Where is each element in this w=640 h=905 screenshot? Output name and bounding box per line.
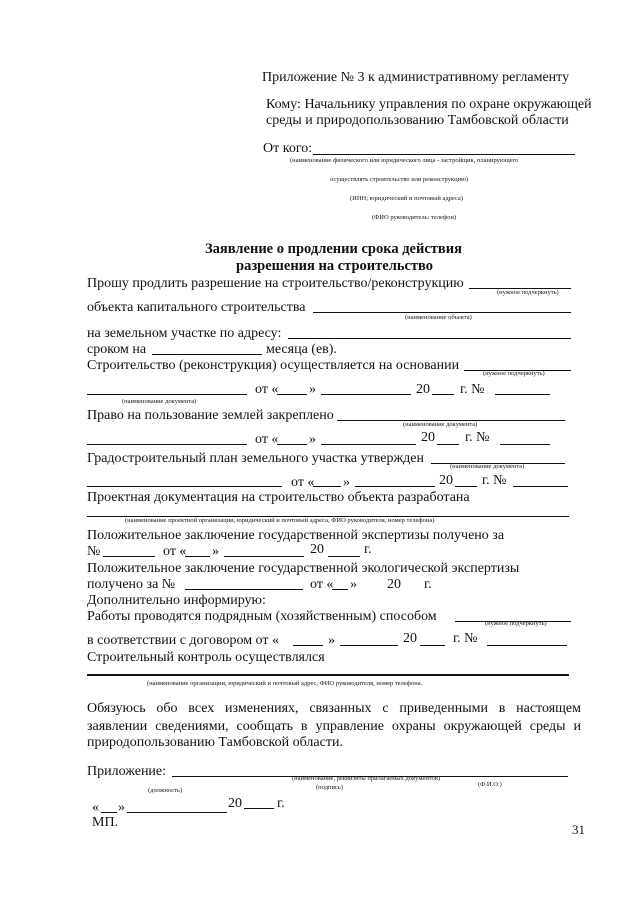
land-right-year-prefix: 20 — [421, 430, 435, 445]
term-suffix: месяца (ев). — [266, 342, 337, 357]
eco-year-prefix: 20 — [387, 577, 401, 592]
contract-day-field[interactable] — [293, 645, 323, 646]
caption-underline-1: (нужное подчеркнуть) — [497, 289, 559, 296]
from-label: От кого: — [263, 141, 313, 156]
contract-label: в соответствии с договором от « — [87, 633, 279, 648]
land-right-doc-field[interactable] — [87, 444, 247, 445]
addressee-line-2: среды и природопользованию Тамбовской области — [266, 113, 569, 128]
state-expertise-year-prefix: 20 — [310, 542, 324, 557]
state-expertise-year-field[interactable] — [328, 556, 360, 557]
from-field-line[interactable] — [313, 154, 575, 155]
term-months-field[interactable] — [152, 354, 262, 355]
document-title-line-2: разрешения на строительство — [236, 258, 434, 274]
basis-no-label: г. № — [460, 382, 485, 397]
basis-year-field[interactable] — [432, 394, 454, 395]
obligation-line-2: заявлении сведениями, сообщать в управление охраны окружающей среды и — [87, 719, 581, 734]
works-method-label: Работы проводятся подрядным (хозяйственным) способом — [87, 609, 437, 624]
caption-doc-name-3: (наименование документа) — [450, 463, 525, 470]
date-day-field[interactable] — [101, 812, 117, 813]
attachment-label: Приложение: — [87, 764, 167, 779]
from-caption-1: (наименование физического или юридического лица - застройщик, планирующего — [290, 157, 519, 164]
date-year-prefix: 20 — [228, 796, 242, 811]
obligation-line-1: Обязуюсь обо всех изменениях, связанных с приведенными в настоящем — [87, 701, 581, 716]
contract-month-field[interactable] — [340, 645, 398, 646]
construction-control-label: Строительный контроль осуществлялся — [87, 650, 325, 665]
eco-g: г. — [424, 577, 432, 592]
document-title-line-1: Заявление о продлении срока действия — [205, 241, 462, 257]
land-right-day-field[interactable] — [277, 444, 307, 445]
eco-received-label: получено за № — [87, 577, 176, 592]
obligation-line-3: природопользованию Тамбовской области. — [87, 735, 343, 750]
caption-underline-2: (нужное подчеркнуть) — [483, 370, 545, 377]
caption-underline-3: (нужное подчеркнуть) — [485, 620, 547, 627]
land-right-number-field[interactable] — [500, 444, 550, 445]
request-text: Прошу продлить разрешение на строительство/реконструкцию — [87, 276, 464, 291]
gradplan-quote-close: » — [343, 475, 350, 490]
eco-day-field[interactable] — [332, 589, 348, 590]
gradplan-no-label: г. № — [482, 473, 507, 488]
caption-fio: (Ф.И.О.) — [478, 781, 502, 788]
project-doc-label: Проектная документация на строительство объекта разработана — [87, 490, 470, 505]
land-right-no-label: г. № — [465, 430, 490, 445]
basis-month-field[interactable] — [321, 394, 411, 395]
basis-day-field[interactable] — [277, 394, 307, 395]
basis-quote-close: » — [309, 382, 316, 397]
basis-number-field[interactable] — [495, 394, 550, 395]
caption-doc-name-1: (наименование документа) — [122, 398, 197, 405]
term-label: сроком на — [87, 342, 147, 357]
state-expertise-no-label: № — [87, 544, 101, 559]
state-expertise-number-field[interactable] — [103, 556, 155, 557]
from-caption-2: осуществлять строительство или реконструкцию) — [330, 176, 469, 183]
state-expertise-quote-close: » — [212, 544, 219, 559]
object-label: объекта капитального строительства — [87, 300, 306, 315]
gradplan-day-field[interactable] — [313, 486, 341, 487]
state-expertise-label: Положительное заключение государственной экспертизы получено за — [87, 528, 505, 543]
caption-control-org: (наименование организации, юридический и почтовый адрес, ФИО руководителя, номер телефона. — [147, 680, 423, 687]
contract-year-field[interactable] — [420, 645, 445, 646]
caption-doc-name-2: (наименование документа) — [403, 421, 478, 428]
caption-position: (должность) — [148, 787, 183, 794]
gradplan-month-field[interactable] — [355, 486, 435, 487]
control-org-field[interactable] — [87, 674, 569, 676]
appendix-note: Приложение № 3 к административному регламенту — [262, 70, 570, 85]
stamp-label: МП. — [92, 815, 119, 830]
state-expertise-from-label: от « — [163, 544, 187, 559]
eco-quote-close: » — [350, 577, 357, 592]
date-close-quote: » — [118, 800, 125, 815]
basis-label: Строительство (реконструкция) осуществляется на основании — [87, 358, 460, 373]
basis-year-prefix: 20 — [416, 382, 430, 397]
gradplan-year-field[interactable] — [455, 486, 477, 487]
basis-from-label: от « — [255, 382, 279, 397]
gradplan-number-field[interactable] — [513, 486, 568, 487]
land-right-year-field[interactable] — [437, 444, 459, 445]
land-address-field[interactable] — [288, 338, 571, 339]
state-expertise-month-field[interactable] — [224, 556, 304, 557]
gradplan-doc-field[interactable] — [87, 486, 282, 487]
caption-project-org: (наименование проектной организации, юридический и почтовый адреса, ФИО руководителя, номер телефона) — [125, 517, 435, 524]
land-right-label: Право на пользование землей закреплено — [87, 408, 334, 423]
from-caption-4: (ФИО руководитель: телефон) — [372, 214, 457, 221]
basis-doc-field[interactable] — [87, 394, 247, 395]
state-expertise-g: г. — [364, 542, 372, 557]
eco-from-label: от « — [310, 577, 334, 592]
date-year-field[interactable] — [244, 808, 274, 809]
eco-expertise-label: Положительное заключение государственной экологической экспертизы — [87, 561, 520, 576]
land-right-month-field[interactable] — [321, 444, 416, 445]
contract-quote-close: » — [328, 633, 335, 648]
contract-no-label: г. № — [453, 631, 478, 646]
eco-number-field[interactable] — [185, 589, 303, 590]
from-caption-3: (ИНН; юридический и почтовый адреса) — [350, 195, 463, 202]
page-number: 31 — [572, 822, 585, 837]
caption-signature: (подпись) — [316, 784, 343, 791]
caption-attachment: (наименование, реквизиты прилагаемых документов) — [292, 775, 441, 782]
date-g: г. — [277, 796, 285, 811]
contract-number-field[interactable] — [487, 645, 567, 646]
gradplan-from-label: от « — [291, 475, 315, 490]
addressee-line-1: Кому: Начальнику управления по охране окружающей — [266, 97, 592, 112]
date-open-quote: « — [92, 800, 99, 815]
gradplan-year-prefix: 20 — [439, 473, 453, 488]
object-name-field[interactable] — [313, 312, 571, 313]
land-address-label: на земельном участке по адресу: — [87, 326, 282, 341]
land-right-from-label: от « — [255, 432, 279, 447]
gradplan-label: Градостроительный план земельного участка утвержден — [87, 451, 424, 466]
caption-object-name: (наименование объекта) — [405, 314, 472, 321]
date-month-field[interactable] — [127, 812, 227, 813]
land-right-quote-close: » — [309, 432, 316, 447]
state-expertise-day-field[interactable] — [185, 556, 210, 557]
additional-info-label: Дополнительно информирую: — [87, 593, 266, 608]
contract-year-prefix: 20 — [403, 631, 417, 646]
